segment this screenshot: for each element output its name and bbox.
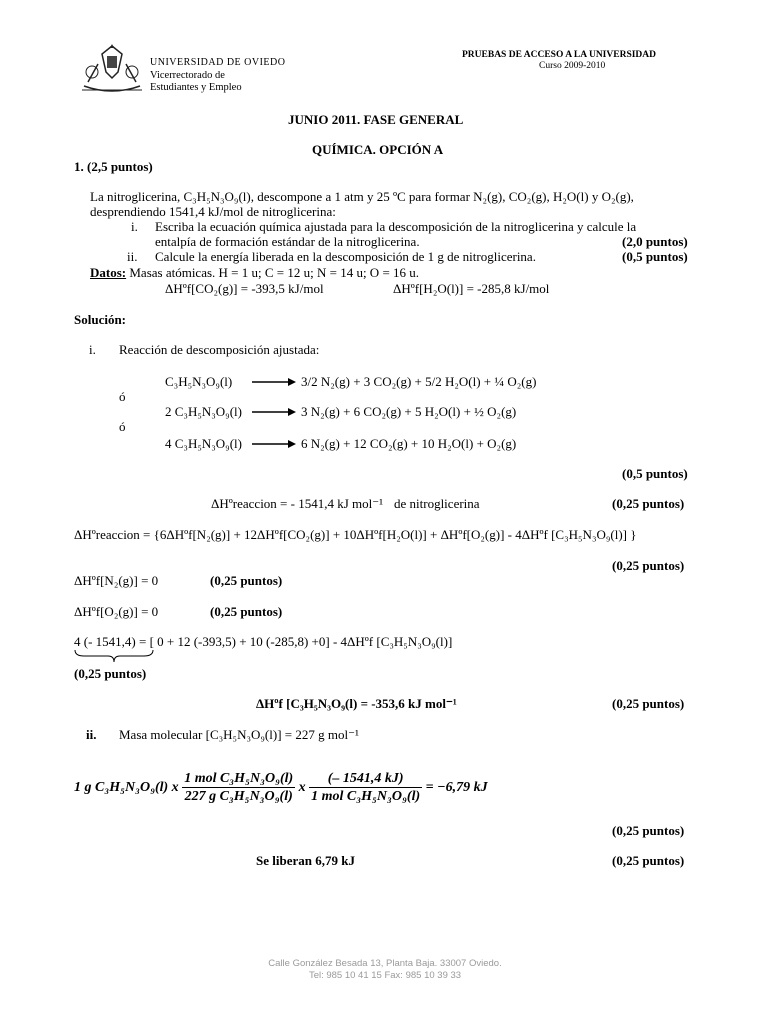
reaction-2-right: 3 N₂(g) + 6 CO₂(g) + 5 H₂O(l) + ½ O₂(g)	[301, 404, 517, 419]
fraction-1-denominator: 227 g C₃H₅N₃O₉(l)	[182, 787, 295, 805]
calc-times: x	[298, 780, 306, 795]
intro-line1: La nitroglicerina, C₃H₅N₃O₉(l), descompone a 1 atm y 25 ºC para formar N₂(g), CO₂(g), H₂O(l) y O₂(g),	[90, 189, 634, 204]
points-dh-equation: (0,25 puntos)	[612, 558, 685, 573]
or-2: ó	[119, 419, 126, 434]
datos-label: Datos:	[90, 265, 127, 280]
reaction-arrow-icon	[252, 437, 296, 453]
logo-line1: UNIVERSIDAD DE OVIEDO	[150, 57, 286, 68]
item-ii-number: ii.	[127, 249, 138, 264]
final-statement: Se liberan 6,79 kJ	[256, 853, 355, 868]
points-calculation: (0,25 puntos)	[74, 666, 147, 681]
fraction-2-numerator: (– 1541,4 kJ)	[327, 771, 404, 786]
de-nitroglicerina: de nitroglicerina	[394, 496, 480, 511]
points-energy-calc: (0,25 puntos)	[612, 823, 685, 838]
item-i-number: i.	[131, 219, 138, 234]
calculation-line: 4 (- 1541,4) = [ 0 + 12 (-393,5) + 10 (-285,8) +0] - 4ΔHºf [C₃H₅N₃O₉(l)]	[74, 634, 453, 649]
item-ii-text: Calcule la energía liberada en la descomposición de 1 g de nitroglicerina.	[155, 249, 536, 264]
item-i-line1: Escriba la ecuación química ajustada para la descomposición de la nitroglicerina y calcule la	[155, 219, 637, 234]
dh-n2: ΔHºf[N₂(g)] = 0	[74, 573, 159, 588]
fraction-2	[309, 770, 422, 805]
logo-line2: Vicerrectorado de	[150, 70, 225, 81]
points-final: (0,25 puntos)	[612, 853, 685, 868]
dh-reaction: ΔHºreaccion = - 1541,4 kJ mol⁻¹	[211, 496, 384, 511]
points-dh-o2: (0,25 puntos)	[210, 604, 283, 619]
datos-enthalpy-h2o: ΔHºf[H₂O(l)] = -285,8 kJ/mol	[393, 281, 550, 296]
header-right-title: PRUEBAS DE ACCESO A LA UNIVERSIDAD	[462, 50, 657, 60]
solution-ii-text: Masa molecular [C₃H₅N₃O₉(l)] = 227 g mol⁻¹	[119, 727, 359, 742]
datos-row	[90, 265, 419, 281]
datos-text: Masas atómicas. H = 1 u; C = 12 u; N = 14 u; O = 16 u.	[126, 265, 420, 280]
reaction-1-left: C₃H₅N₃O₉(l)	[165, 374, 233, 389]
fraction-1-numerator: 1 mol C₃H₅N₃O₉(l)	[184, 771, 294, 786]
points-reaction: (0,5 puntos)	[622, 466, 688, 481]
reaction-3-left: 4 C₃H₅N₃O₉(l)	[165, 436, 242, 451]
fraction-2-denominator: 1 mol C₃H₅N₃O₉(l)	[311, 789, 421, 804]
solution-ii-number: ii.	[86, 727, 97, 742]
or-1: ó	[119, 389, 126, 404]
solution-i-number: i.	[89, 342, 96, 357]
reaction-arrow-icon	[252, 405, 296, 421]
reaction-3-right: 6 N₂(g) + 12 CO₂(g) + 10 H₂O(l) + O₂(g)	[301, 436, 517, 451]
item-i-points: (2,0 puntos)	[622, 234, 688, 249]
points-dh-reaction: (0,25 puntos)	[612, 496, 685, 511]
energy-calculation	[74, 770, 488, 805]
logo-line3: Estudiantes y Empleo	[150, 82, 242, 93]
question-label: 1. (2,5 puntos)	[74, 159, 153, 174]
datos-enthalpy-co2: ΔHºf[CO₂(g)] = -393,5 kJ/mol	[165, 281, 324, 296]
university-crest	[78, 42, 146, 94]
footer-phone: Tel: 985 10 41 15 Fax: 985 10 39 33	[308, 970, 462, 981]
calc-rhs: = −6,79 kJ	[425, 780, 488, 795]
result-enthalpy: ΔHºf [C₃H₅N₃O₉(l) = -353,6 kJ mol⁻¹	[256, 696, 457, 711]
dh-equation: ΔHºreaccion = {6ΔHºf[N₂(g)] + 12ΔHºf[CO₂(g)] + 10ΔHºf[H₂O(l)] + ΔHºf[O₂(g)] - 4ΔHºf [C₃H₅N₃O₉(l)] }	[74, 527, 637, 542]
page-title: JUNIO 2011. FASE GENERAL	[288, 112, 464, 127]
page-subtitle: QUÍMICA. OPCIÓN A	[312, 142, 444, 157]
calc-lhs: 1 g C₃H₅N₃O₉(l) x	[74, 780, 179, 795]
reaction-2-left: 2 C₃H₅N₃O₉(l)	[165, 404, 242, 419]
underbrace-icon	[74, 649, 154, 667]
points-dh-n2: (0,25 puntos)	[210, 573, 283, 588]
intro-line2: desprendiendo 1541,4 kJ/mol de nitroglicerina:	[90, 204, 336, 219]
reaction-arrow-icon	[252, 375, 296, 391]
item-i-line2: entalpía de formación estándar de la nitroglicerina.	[155, 234, 420, 249]
header-right-sub: Curso 2009-2010	[539, 61, 606, 71]
dh-o2: ΔHºf[O₂(g)] = 0	[74, 604, 159, 619]
footer-address: Calle González Besada 13, Planta Baja. 33007 Oviedo.	[268, 958, 502, 969]
fraction-1	[182, 770, 295, 805]
points-result: (0,25 puntos)	[612, 696, 685, 711]
reaction-1-right: 3/2 N₂(g) + 3 CO₂(g) + 5/2 H₂O(l) + ¼ O₂(g)	[301, 374, 537, 389]
item-ii-points: (0,5 puntos)	[622, 249, 688, 264]
solution-heading: Solución:	[74, 312, 127, 327]
solution-i-text: Reacción de descomposición ajustada:	[119, 342, 320, 357]
